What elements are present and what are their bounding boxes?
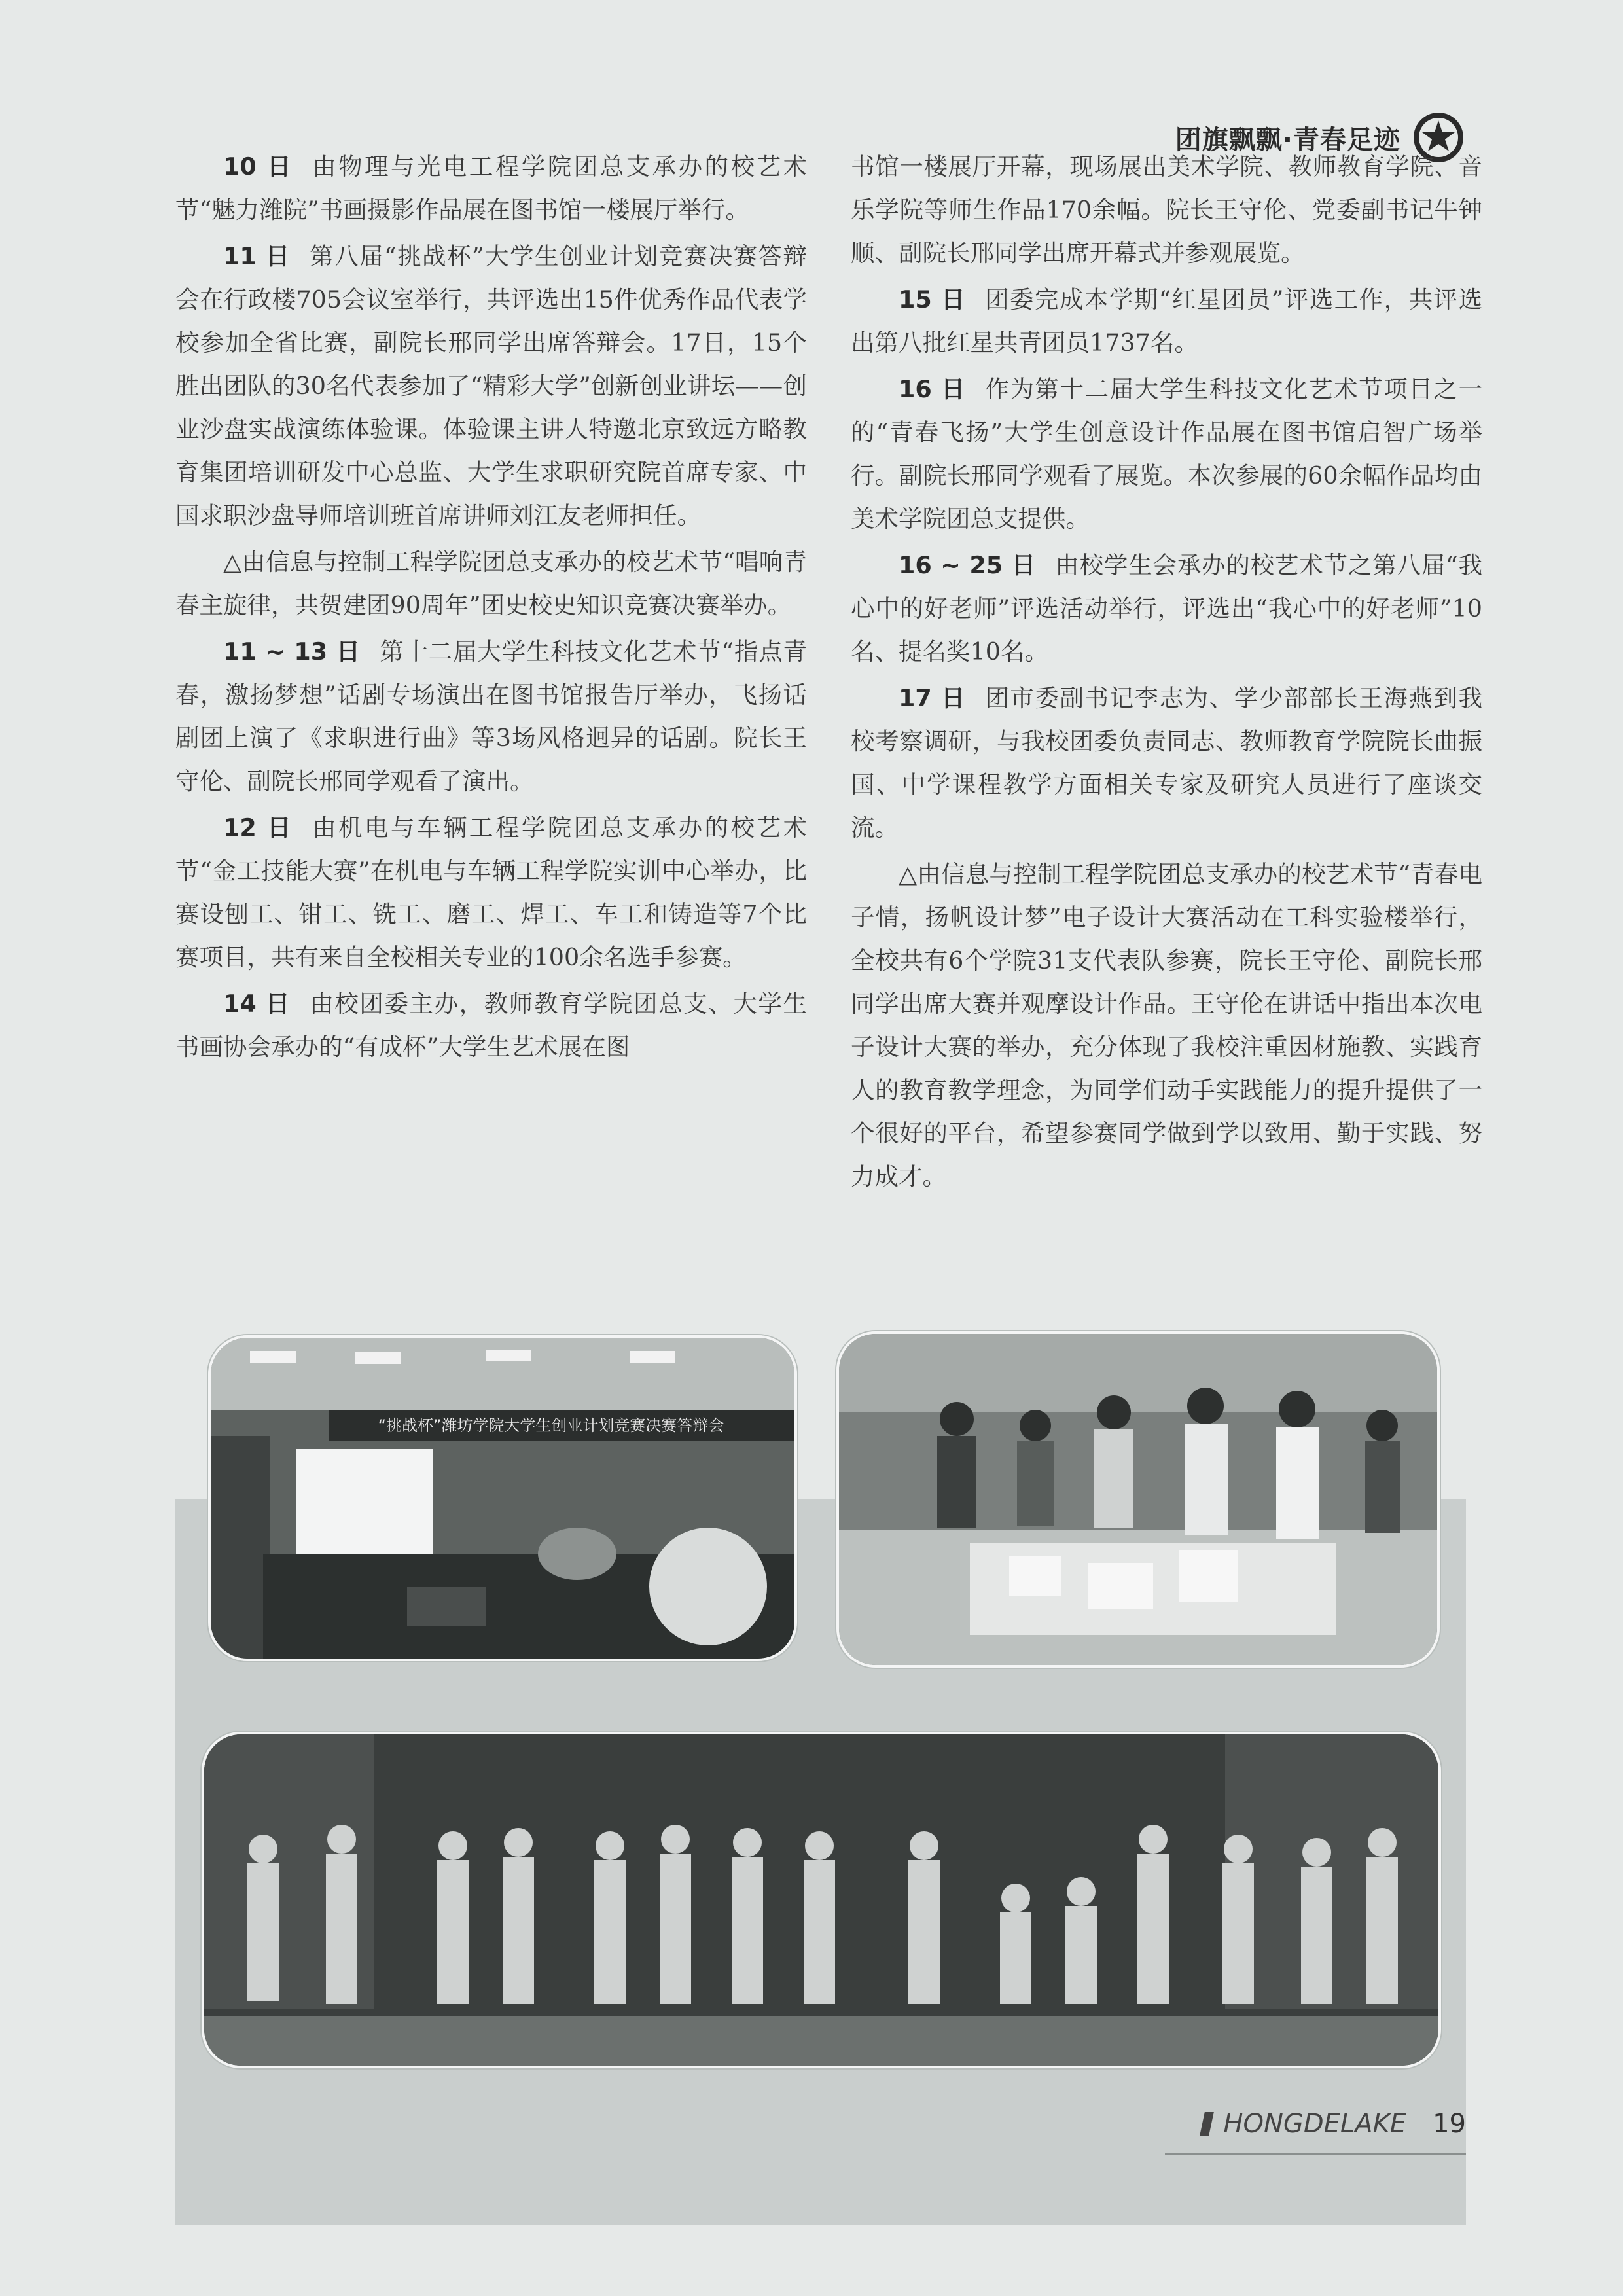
entry-text: △由信息与控制工程学院团总支承办的校艺术节“青春电子情，扬帆设计梦”电子设计大赛活动在工科实验楼举行，全校共有6个学院31支代表队参赛，院长王守伦、副院长邢同学出席大赛并观摩设计作品。王守伦在讲话中指出本次电子设计大赛的举办，充分体现了我校注重因材施教、实践育人的教育教学理念，为同学们动手实践能力的提升提供了一个很好的平台，希望参赛同学做到学以致用、勤于实践、努力成才。 [851, 860, 1482, 1191]
photo-debate-meeting [208, 1335, 797, 1661]
right-text-column [851, 145, 1482, 1202]
entry-date: 16 日 [899, 375, 967, 403]
left-text-column [175, 145, 807, 1072]
entry-date: 16 ~ 25 日 [899, 551, 1037, 579]
page-number: 19 [1433, 2109, 1466, 2139]
news-entry [175, 541, 807, 627]
page-footer [1165, 2094, 1466, 2155]
entry-date: 12 日 [223, 814, 293, 842]
entry-date: 11 日 [223, 242, 291, 270]
magazine-brand: HONGDELAKE [1223, 2109, 1407, 2139]
entry-text: 第八届“挑战杯”大学生创业计划竞赛决赛答辩会在行政楼705会议室举行，共评选出15件优秀作品代表学校参加全省比赛，副院长邢同学出席答辩会。17日，15个胜出团队的30名代表参加了“精彩大学”创新创业讲坛——创业沙盘实战演练体验课。体验课主讲人特邀北京致远方略教育集团培训研发中心总监、大学生求职研究院首席专家、中国求职沙盘导师培训班首席讲师刘江友老师担任。 [175, 242, 807, 529]
entry-text: 第十二届大学生科技文化艺术节“指点青春，激扬梦想”话剧专场演出在图书馆报告厅举办，飞扬话剧团上演了《求职进行曲》等3场风格迥异的话剧。院长王守伦、副院长邢同学观看了演出。 [175, 637, 807, 795]
news-entry [175, 630, 807, 803]
news-entry [851, 853, 1482, 1198]
entry-date: 10 日 [223, 152, 293, 181]
entry-text: 由校学生会承办的校艺术节之第八届“我心中的好老师”评选活动举行，评选出“我心中的好老师”10名、提名奖10名。 [851, 551, 1482, 666]
news-entry [851, 145, 1482, 275]
entry-text: 团市委副书记李志为、学少部部长王海燕到我校考察调研，与我校团委负责同志、教师教育学院院长曲振国、中学课程教学方面相关专家及研究人员进行了座谈交流。 [851, 684, 1482, 842]
entry-text: 书馆一楼展厅开幕，现场展出美术学院、教师教育学院、音乐学院等师生作品170余幅。院长王守伦、党委副书记牛钟顺、副院长邢同学出席开幕式并参观展览。 [851, 152, 1482, 267]
news-entry [851, 677, 1482, 850]
entry-text: 由机电与车辆工程学院团总支承办的校艺术节“金工技能大赛”在机电与车辆工程学院实训中心举办，比赛设刨工、钳工、铣工、磨工、焊工、车工和铸造等7个比赛项目，共有来自全校相关专业的100余名选手参赛。 [175, 814, 807, 971]
banner-text: “挑战杯”潍坊学院大学生创业计划竞赛决赛答辩会 [378, 1416, 724, 1435]
entry-text: 作为第十二届大学生科技文化艺术节项目之一的“青春飞扬”大学生创意设计作品展在图书馆启智广场举行。副院长邢同学观看了展览。本次参展的60余幅作品均由美术学院团总支提供。 [851, 375, 1482, 533]
entry-text: 由物理与光电工程学院团总支承办的校艺术节“魅力潍院”书画摄影作品展在图书馆一楼展厅举行。 [175, 152, 807, 224]
news-entry [175, 145, 807, 232]
entry-date: 11 ~ 13 日 [223, 637, 361, 666]
news-entry [851, 278, 1482, 365]
entry-text: 由校团委主办，教师教育学院团总支、大学生书画协会承办的“有成杯”大学生艺术展在图 [175, 990, 807, 1061]
entry-text: 团委完成本学期“红星团员”评选工作，共评选出第八批红星共青团员1737名。 [851, 285, 1482, 357]
news-entry [851, 544, 1482, 673]
news-entry [175, 235, 807, 537]
photo-design-exhibition [836, 1331, 1440, 1668]
footer-bar-mark [1200, 2112, 1215, 2136]
news-entry [175, 806, 807, 979]
entry-text: △由信息与控制工程学院团总支承办的校艺术节“唱响青春主旋律，共贺建团90周年”团史校史知识竞赛决赛举办。 [175, 548, 807, 619]
photo-drama-performance [202, 1732, 1441, 2068]
section-title: 团旗飘飘·青春足迹 [1175, 124, 1400, 155]
entry-date: 15 日 [899, 285, 966, 314]
entry-date: 14 日 [223, 990, 291, 1018]
news-entry [851, 368, 1482, 541]
news-entry [175, 982, 807, 1069]
entry-date: 17 日 [899, 684, 967, 712]
